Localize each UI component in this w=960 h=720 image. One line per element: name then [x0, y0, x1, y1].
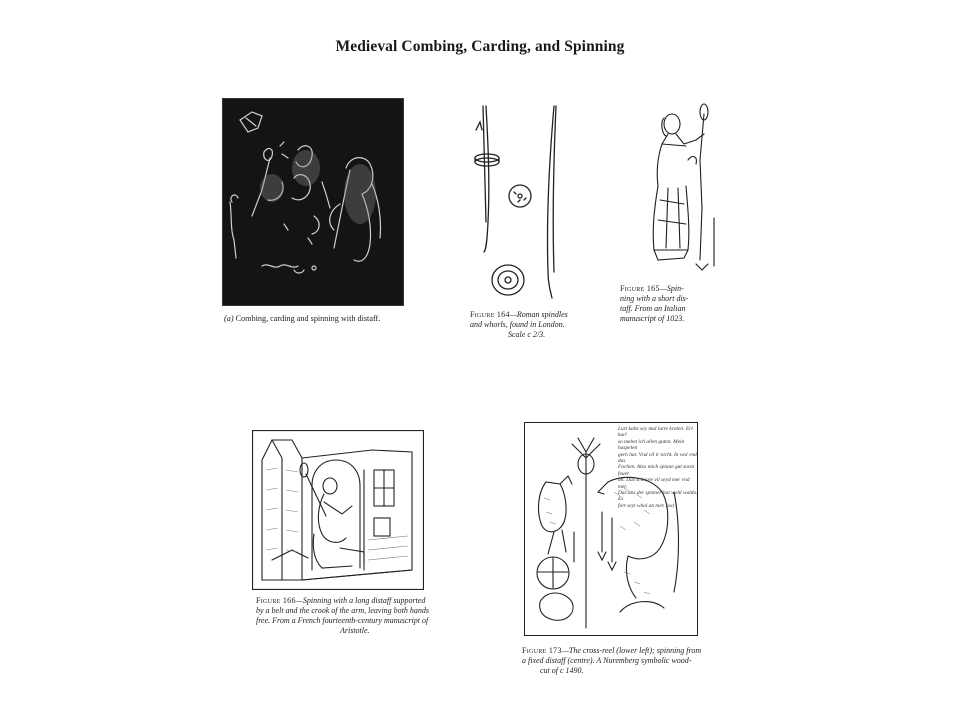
combing-carding-spinning-image [222, 98, 404, 306]
figure-164-line3: Scale c 2/3. [508, 330, 546, 339]
figure-a-label: (a) [224, 314, 234, 323]
roman-spindles-image [462, 102, 580, 306]
woodcut-text-line: an. Das schnure vil seyd mer vnd mer. [618, 477, 690, 490]
figure-173-woodcut-inscription [618, 426, 698, 509]
figure-173-line3: cut of c 1490. [540, 666, 584, 675]
figure-166-line4: Aristotle. [340, 626, 370, 635]
figure-165-drawing [640, 100, 726, 276]
figure-a-photo [222, 98, 404, 306]
figure-173-label: Figure 173 [522, 646, 562, 655]
figure-165-label: Figure 165 [620, 284, 660, 293]
figure-166-line3: free. From a French fourteenth-century manuscript of [256, 616, 429, 625]
figure-173-line2: a fixed distaff (centre). A Nuremberg symbolic wood- [522, 656, 692, 665]
figure-164-drawing [462, 102, 580, 306]
figure-166-label: Figure 166 [256, 596, 296, 605]
figure-165-line1: —Spin- [659, 284, 684, 293]
figure-173-caption [522, 646, 712, 676]
figure-a-caption [224, 314, 434, 324]
figure-165-caption [620, 284, 730, 324]
woodcut-text-line: Das uns der spinner hat wohl waldo. Es [618, 490, 698, 503]
figure-166-drawing [252, 430, 424, 590]
woodcut-text-line: fort seyt whol an mer. (xx) [618, 502, 675, 509]
figure-166-caption [256, 596, 456, 636]
woodcut-text-line: gern hat. Vnd vil ir nicht. In wol vnd das [618, 451, 697, 465]
page-title: Medieval Combing, Carding, and Spinning [335, 38, 625, 55]
figure-165-line3: taff. From an Italian [620, 304, 686, 313]
figure-166-line2: by a belt and the crook of the arm, leaving both hands [256, 606, 430, 615]
woodcut-text-line: Fachen. Alzo mich spinne gut sonst feuer [618, 464, 695, 477]
figure-164-caption [470, 310, 600, 340]
woodcut-text-line: Lurt kabe sey mul lurte kraten. Erl kurl [618, 426, 693, 439]
figure-173-line1: —The cross-reel (lower left); spinning from [561, 646, 702, 655]
figure-166-line1: —Spinning with a long distaff supported [295, 596, 426, 605]
spinning-alcove-image [252, 430, 424, 590]
figure-165-line2: ning with a short dis- [620, 294, 689, 303]
figure-164-line2: and whorls, found in London. [470, 320, 565, 329]
figure-165-line4: manuscript of 1023. [620, 314, 685, 323]
figure-a-text: Combing, carding and spinning with distaff. [235, 314, 381, 323]
woodcut-text-line: so mebet ich allen guten. Mein haspelen [618, 438, 685, 452]
figure-164-line1: —Roman spindles [509, 310, 568, 319]
spinning-woman-image [640, 100, 726, 276]
figure-164-label: Figure 164 [470, 310, 510, 319]
